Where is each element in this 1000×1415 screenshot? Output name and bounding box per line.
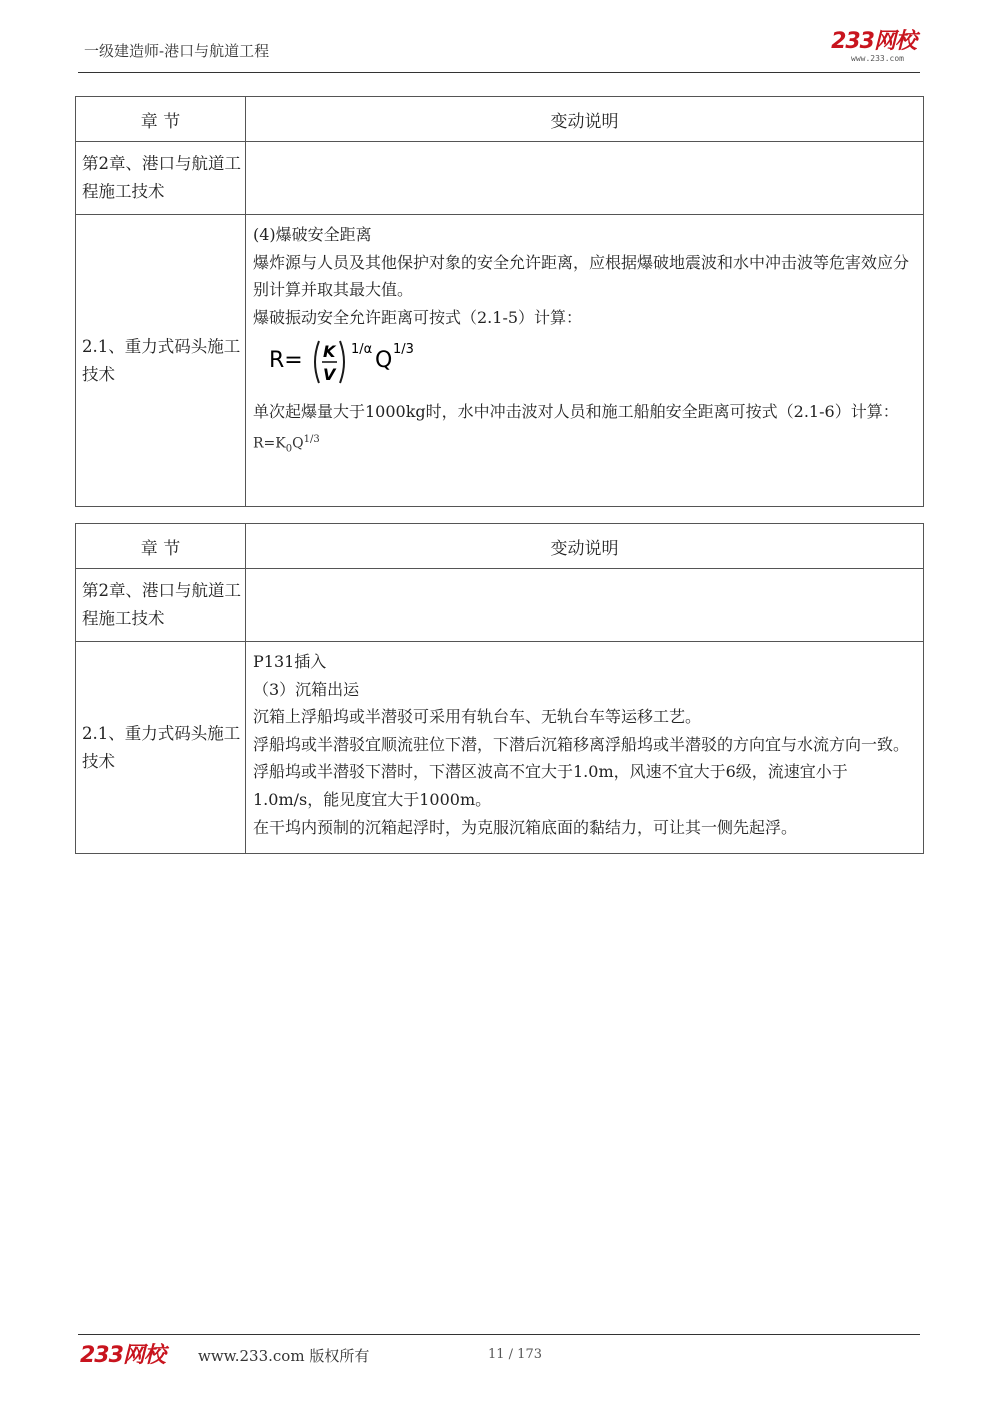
column-header-chapter: 章 节 <box>76 97 246 142</box>
content-line: (4)爆破安全距离 <box>253 225 372 244</box>
formula-text <box>253 426 915 463</box>
formula2-q: Q <box>292 435 304 452</box>
page-header <box>78 29 920 73</box>
table-header-row <box>76 524 924 569</box>
change-description <box>246 642 924 854</box>
content-line: 浮船坞或半潜驳宜顺流驻位下潜，下潜后沉箱移离浮船坞或半潜驳的方向宜与水流方向一致。浮船坞或半潜驳下潜时，下潜区波高不宜大于1.0m，风速不宜大于6级，流速宜小于1.0m/s，能见度宜大于1000m。 <box>253 734 910 809</box>
formula-r: R= <box>269 348 303 374</box>
content-line: 爆炸源与人员及其他保护对象的安全允许距离，应根据爆破地震波和水中冲击波等危害效应分别计算并取其最大值。 <box>253 252 910 300</box>
change-table-1 <box>75 96 924 507</box>
formula2-sub: 0 <box>285 443 293 455</box>
section-cell: 2.1、重力式码头施工技术 <box>76 215 246 507</box>
formula-v: V <box>323 365 336 385</box>
page-number: 11 / 173 <box>488 1347 542 1362</box>
chapter-row <box>76 569 924 642</box>
formula2-sup: 1/3 <box>303 433 320 445</box>
logo-text: 233网校 <box>831 29 916 54</box>
formula-q: Q <box>375 348 393 374</box>
column-header-change: 变动说明 <box>246 97 924 142</box>
footer-logo: 233网校 <box>80 1343 165 1368</box>
content-line: P131插入 <box>253 652 327 671</box>
formula-k: K <box>323 342 336 362</box>
section-row <box>76 642 924 854</box>
chapter-row <box>76 142 924 215</box>
formula-exp1: 1/α <box>351 342 373 358</box>
content-line: 沉箱上浮船坞或半潜驳可采用有轨台车、无轨台车等运移工艺。 <box>253 707 702 727</box>
change-table-2 <box>75 523 924 854</box>
content-line: 在干坞内预制的沉箱起浮时，为克服沉箱底面的黏结力，可让其一侧先起浮。 <box>253 817 798 837</box>
copyright-text: www.233.com 版权所有 <box>198 1347 370 1365</box>
change-description <box>246 215 924 507</box>
column-header-chapter: 章 节 <box>76 524 246 569</box>
page-footer <box>78 1334 920 1369</box>
empty-cell <box>246 569 924 642</box>
formula-image <box>267 335 437 387</box>
formula2-prefix: R=K <box>253 435 286 452</box>
logo-url: www.233.com <box>851 54 904 63</box>
formula-exp2: 1/3 <box>393 342 414 358</box>
chapter-cell: 第2章、港口与航道工程施工技术 <box>76 569 246 642</box>
content-line: 爆破振动安全允许距离可按式（2.1-5）计算： <box>253 307 583 327</box>
section-row <box>76 215 924 507</box>
section-cell: 2.1、重力式码头施工技术 <box>76 642 246 854</box>
brand-logo <box>831 30 916 63</box>
formula-graphic <box>267 335 437 389</box>
table-header-row <box>76 97 924 142</box>
content-line: 单次起爆量大于1000kg时，水中冲击波对人员和施工船舶安全距离可按式（2.1-6）计算： <box>253 401 899 421</box>
column-header-change: 变动说明 <box>246 524 924 569</box>
chapter-cell: 第2章、港口与航道工程施工技术 <box>76 142 246 215</box>
content-line: （3）沉箱出运 <box>253 679 360 699</box>
empty-cell <box>246 142 924 215</box>
document-title: 一级建造师-港口与航道工程 <box>84 42 270 60</box>
